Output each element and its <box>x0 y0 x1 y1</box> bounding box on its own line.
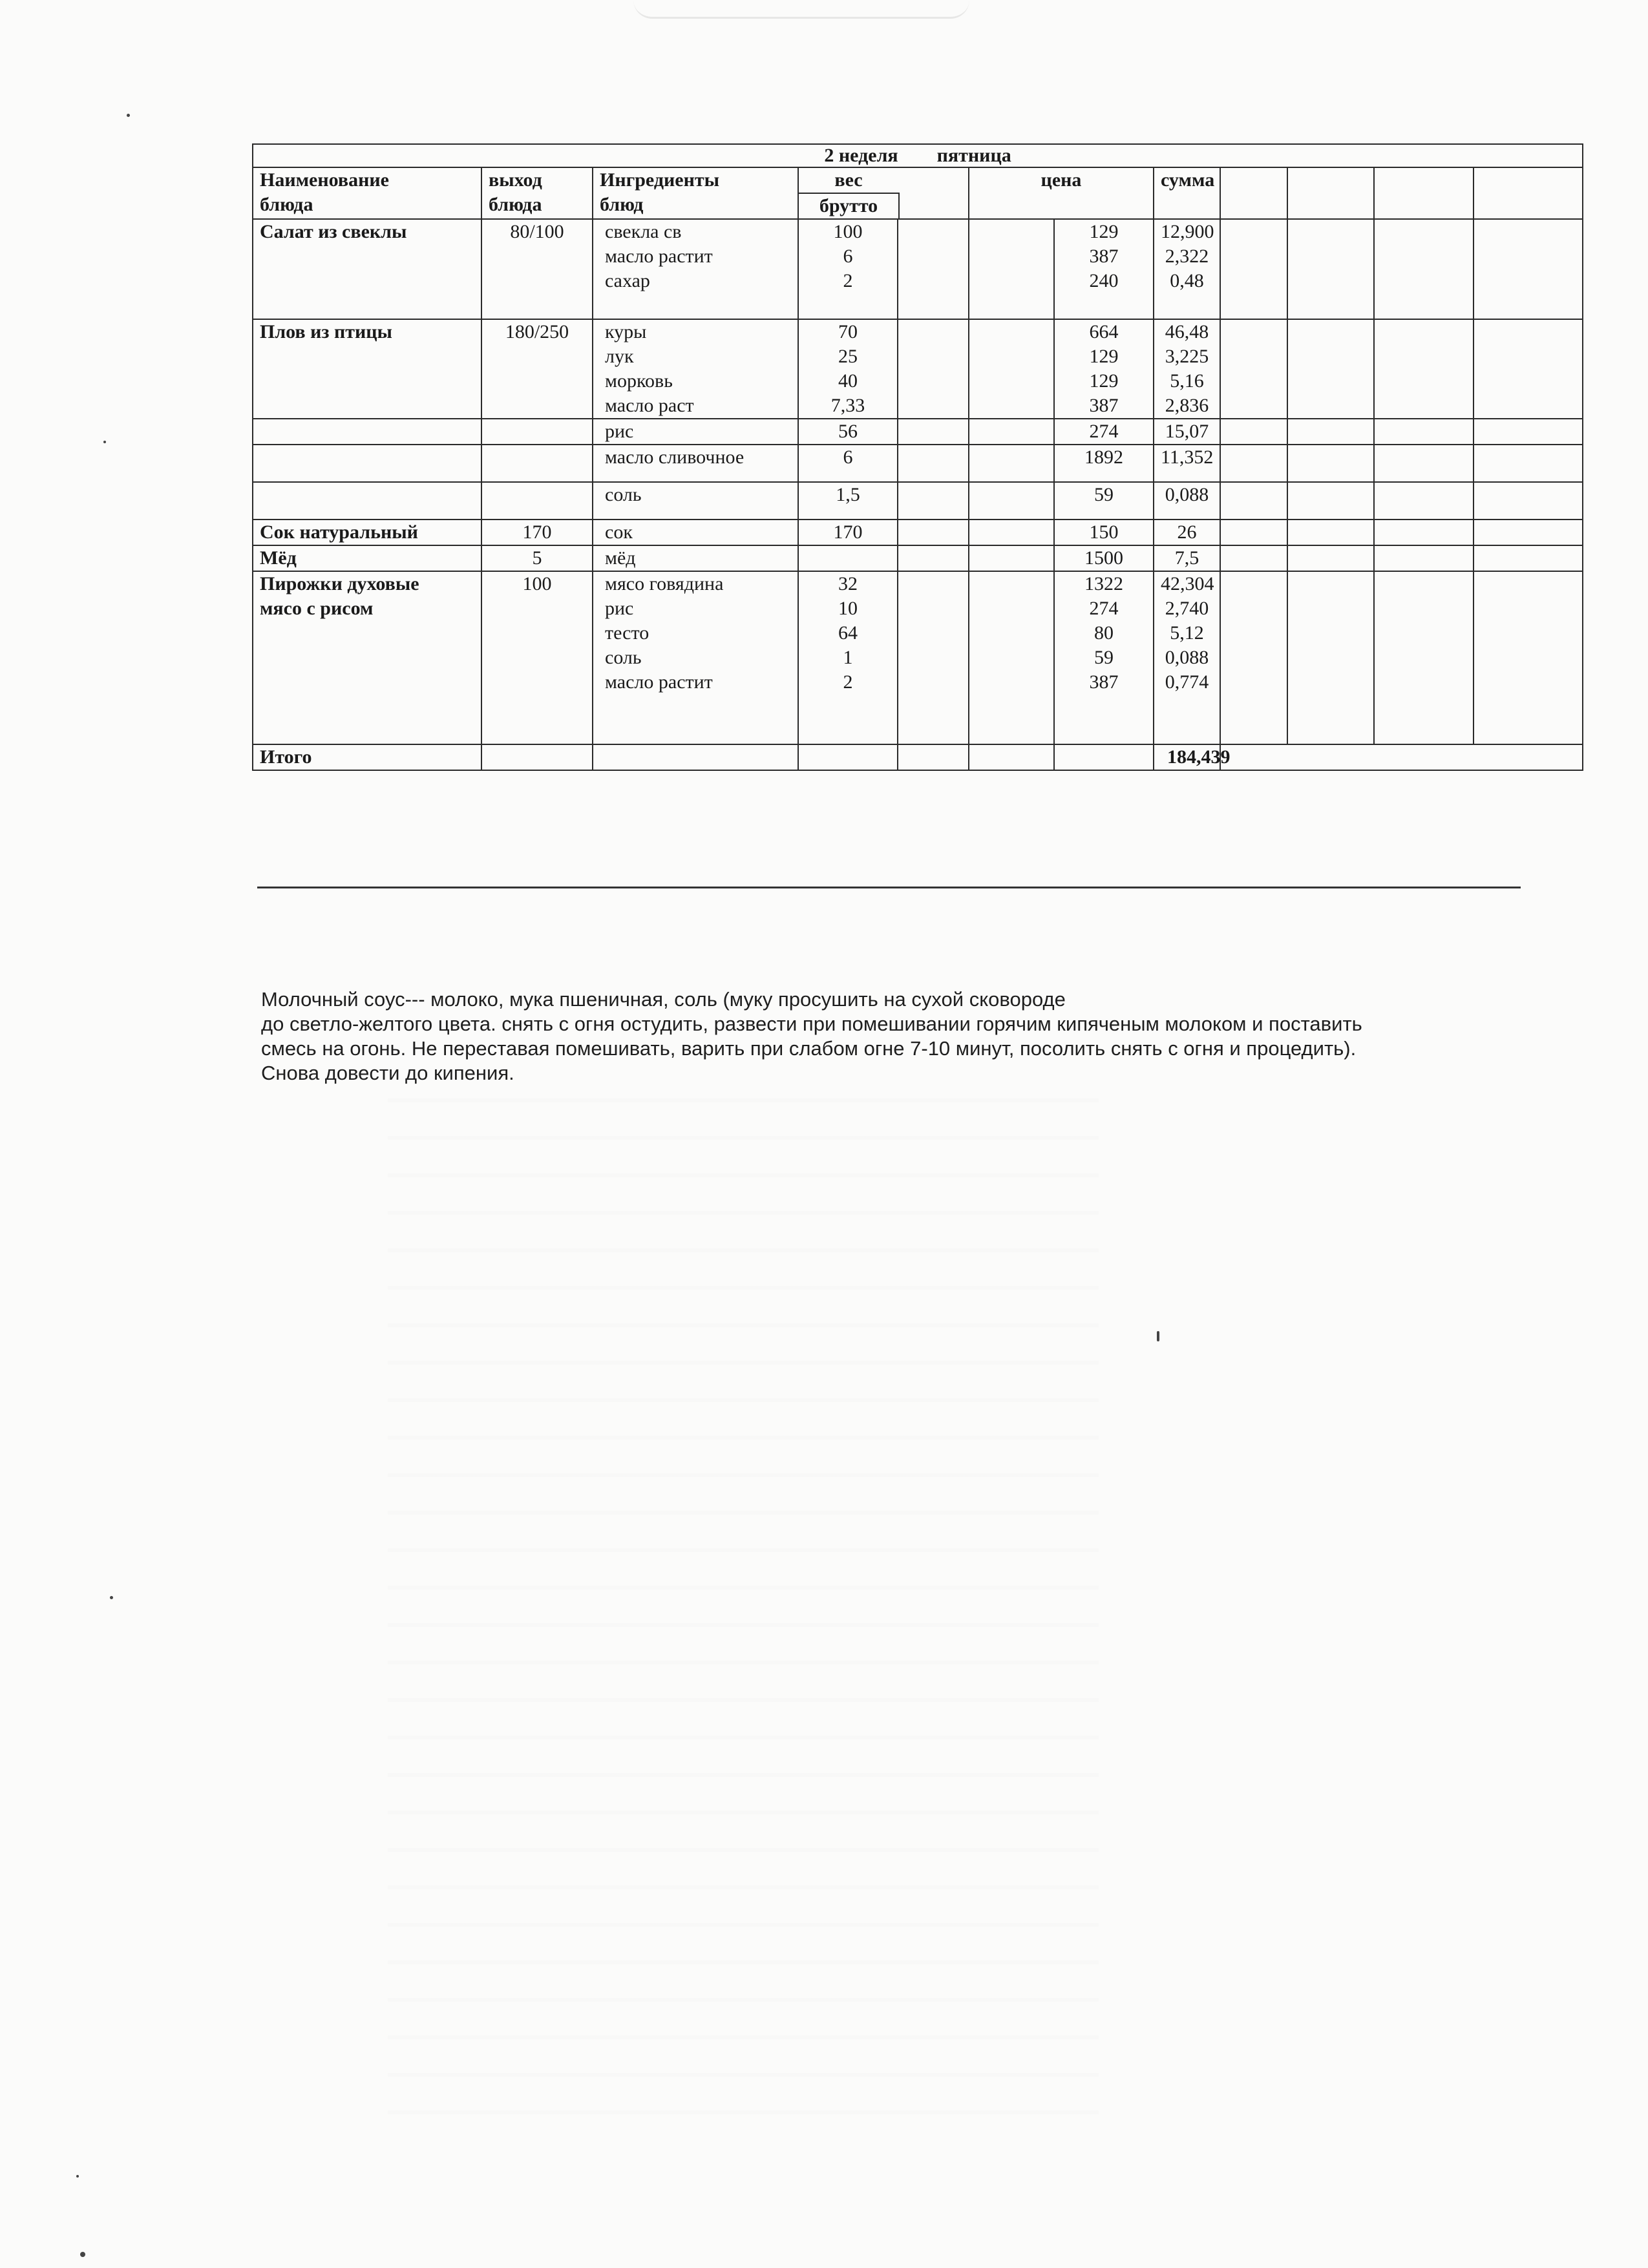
ingredient-weight: 6 <box>843 446 853 468</box>
dish-name: Плов из птицы <box>260 321 392 342</box>
empty-cell <box>1287 219 1374 319</box>
ingredient-sum: 11,352 <box>1161 446 1214 468</box>
ingredient-weight: 1 <box>843 647 853 668</box>
empty-cell <box>1287 482 1374 520</box>
scan-speck <box>103 441 106 443</box>
ingredient-price: 387 <box>1089 246 1119 267</box>
dish-name: Мёд <box>260 547 297 569</box>
weight-cell <box>798 545 898 571</box>
ingredient-price: 150 <box>1089 521 1119 543</box>
price-cell <box>1054 520 1154 545</box>
empty-cell <box>593 744 798 770</box>
ingredient-sum: 46,48 <box>1165 321 1209 342</box>
dish-name-cell <box>253 545 481 571</box>
total-label-cell <box>253 744 481 770</box>
dish-yield-cell <box>481 482 593 520</box>
ingredient-price: 80 <box>1094 622 1114 644</box>
ingredient-name: морковь <box>605 370 673 392</box>
empty-cell <box>898 482 969 520</box>
empty-cell <box>898 744 969 770</box>
scan-speck <box>1157 1331 1159 1341</box>
dish-name: Пирожки духовые мясо с рисом <box>260 573 419 619</box>
empty-cell <box>969 482 1054 520</box>
weight-cell <box>798 520 898 545</box>
total-row <box>253 744 1583 770</box>
dish-name-cell <box>253 571 481 744</box>
sum-cell <box>1154 520 1220 545</box>
dish-name-cell <box>253 419 481 445</box>
ingredient-price: 274 <box>1089 598 1119 619</box>
table-row <box>253 482 1583 520</box>
empty-cell <box>898 545 969 571</box>
ingredient-name: мясо говядина <box>605 573 724 594</box>
header-price: цена <box>969 167 1154 219</box>
price-cell <box>1054 319 1154 419</box>
empty-cell <box>1220 520 1287 545</box>
ingredient-name: свекла св <box>605 221 682 242</box>
ingredients-cell <box>593 545 798 571</box>
empty-cell <box>898 571 969 744</box>
table-row <box>253 445 1583 482</box>
sum-cell <box>1154 319 1220 419</box>
dish-name: Салат из свеклы <box>260 221 407 242</box>
ingredient-sum: 0,48 <box>1170 270 1204 291</box>
ingredient-name: соль <box>605 484 642 505</box>
ingredient-sum: 2,836 <box>1165 395 1209 416</box>
empty-cell <box>898 419 969 445</box>
ingredient-sum: 7,5 <box>1174 547 1199 569</box>
ingredient-weight: 70 <box>838 321 858 342</box>
ingredients-cell <box>593 482 798 520</box>
sum-cell <box>1154 545 1220 571</box>
empty-cell <box>1220 445 1287 482</box>
empty-cell <box>898 319 969 419</box>
ingredient-weight: 100 <box>833 221 863 242</box>
table-row <box>253 520 1583 545</box>
table-row <box>253 319 1583 419</box>
ingredient-weight: 10 <box>838 598 858 619</box>
empty-cell <box>898 219 969 319</box>
empty-cell <box>1287 167 1374 219</box>
sum-cell <box>1154 219 1220 319</box>
empty-cell <box>1220 419 1287 445</box>
ingredient-name: сок <box>605 521 633 543</box>
dish-yield: 180/250 <box>505 321 569 342</box>
ingredient-weight: 2 <box>843 270 853 291</box>
weight-cell <box>798 219 898 319</box>
empty-cell <box>1220 482 1287 520</box>
ingredient-weight: 56 <box>838 421 858 442</box>
dish-yield-cell <box>481 545 593 571</box>
ingredients-cell <box>593 520 798 545</box>
ingredient-sum: 12,900 <box>1161 221 1214 242</box>
empty-cell <box>1374 419 1474 445</box>
ingredient-name: масло раст <box>605 395 694 416</box>
table-row <box>253 545 1583 571</box>
table-row <box>253 219 1583 319</box>
ingredients-cell <box>593 419 798 445</box>
empty-cell <box>1474 219 1583 319</box>
empty-cell <box>1474 571 1583 744</box>
empty-cell <box>969 319 1054 419</box>
ingredient-price: 129 <box>1089 346 1119 367</box>
ingredient-weight: 32 <box>838 573 858 594</box>
empty-cell <box>969 744 1054 770</box>
ingredient-weight: 64 <box>838 622 858 644</box>
sum-cell <box>1154 482 1220 520</box>
dish-yield-cell <box>481 445 593 482</box>
empty-cell <box>1474 482 1583 520</box>
empty-cell <box>1287 545 1374 571</box>
empty-cell <box>969 219 1054 319</box>
empty-cell <box>1474 419 1583 445</box>
ingredient-name: масло сливочное <box>605 446 745 468</box>
empty-cell <box>1374 482 1474 520</box>
empty-cell <box>969 445 1054 482</box>
note-line: Снова довести до кипения. <box>261 1062 514 1084</box>
ingredient-price: 129 <box>1089 221 1119 242</box>
menu-cost-table <box>252 143 1583 771</box>
weight-cell <box>798 319 898 419</box>
empty-cell <box>1474 167 1583 219</box>
ingredient-name: лук <box>605 346 634 367</box>
empty-cell <box>969 419 1054 445</box>
ingredient-name: куры <box>605 321 647 342</box>
dish-yield-cell <box>481 319 593 419</box>
dish-yield: 80/100 <box>510 221 564 242</box>
ingredient-name: масло растит <box>605 246 713 267</box>
weight-cell <box>798 419 898 445</box>
ingredients-cell <box>593 445 798 482</box>
ingredients-cell <box>593 571 798 744</box>
ingredient-sum: 2,322 <box>1165 246 1209 267</box>
header-name: Наименование блюда <box>253 167 481 219</box>
empty-cell <box>1374 445 1474 482</box>
empty-cell <box>898 445 969 482</box>
table-body <box>253 219 1583 770</box>
ingredient-sum: 2,740 <box>1165 598 1209 619</box>
scan-speck <box>110 1596 113 1599</box>
ingredient-sum: 42,304 <box>1161 573 1214 594</box>
ingredient-sum: 3,225 <box>1165 346 1209 367</box>
ingredient-sum: 0,088 <box>1165 484 1209 505</box>
ingredient-sum: 15,07 <box>1165 421 1209 442</box>
ingredient-price: 59 <box>1094 647 1114 668</box>
dish-yield: 170 <box>522 521 552 543</box>
table-row <box>253 571 1583 744</box>
empty-cell <box>969 545 1054 571</box>
price-cell <box>1054 419 1154 445</box>
dish-yield: 100 <box>522 573 552 594</box>
ingredient-sum: 5,16 <box>1170 370 1204 392</box>
empty-cell <box>1220 744 1583 770</box>
header-weight-label: вес <box>834 169 863 191</box>
weight-cell <box>798 445 898 482</box>
ingredient-weight: 6 <box>843 246 853 267</box>
empty-cell <box>1220 167 1287 219</box>
scan-speck <box>127 114 130 117</box>
sum-cell <box>1154 419 1220 445</box>
table-title: 2 неделя пятница <box>253 144 1583 167</box>
dish-yield-cell <box>481 219 593 319</box>
ingredients-cell <box>593 319 798 419</box>
ingredient-price: 387 <box>1089 671 1119 693</box>
empty-cell <box>1220 319 1287 419</box>
ingredient-sum: 0,774 <box>1165 671 1209 693</box>
table-row <box>253 419 1583 445</box>
note-line: до светло-желтого цвета. снять с огня остудить, развести при помешивании горячим кипяченым молоком и поставить <box>261 1013 1362 1035</box>
ingredient-price: 240 <box>1089 270 1119 291</box>
ingredient-price: 664 <box>1089 321 1119 342</box>
ingredient-price: 1500 <box>1084 547 1123 569</box>
header-ingredients: Ингредиенты блюд <box>593 167 798 219</box>
empty-cell <box>1287 520 1374 545</box>
empty-cell <box>1220 219 1287 319</box>
dish-name-cell <box>253 319 481 419</box>
ingredient-price: 274 <box>1089 421 1119 442</box>
ingredient-price: 1322 <box>1084 573 1123 594</box>
dish-name-cell <box>253 219 481 319</box>
empty-cell <box>898 520 969 545</box>
empty-cell <box>1474 319 1583 419</box>
price-cell <box>1054 571 1154 744</box>
ingredient-name: мёд <box>605 547 636 569</box>
ingredient-name: рис <box>605 421 634 442</box>
ingredients-cell <box>593 219 798 319</box>
note-line: Молочный соус--- молоко, мука пшеничная, соль (муку просушить на сухой сковороде <box>261 988 1066 1011</box>
empty-cell <box>798 744 898 770</box>
scan-bleed-through <box>388 1098 1099 2132</box>
ingredient-sum: 0,088 <box>1165 647 1209 668</box>
empty-cell <box>1474 520 1583 545</box>
dish-name-cell <box>253 520 481 545</box>
total-label: Итого <box>260 746 312 768</box>
sauce-recipe-note <box>261 987 1515 1086</box>
empty-cell <box>1474 545 1583 571</box>
empty-cell <box>1287 419 1374 445</box>
header-sum: сумма <box>1154 167 1220 219</box>
separator-line <box>257 887 1521 888</box>
sum-cell <box>1154 571 1220 744</box>
price-cell <box>1054 482 1154 520</box>
total-value-cell <box>1154 744 1231 770</box>
table-title-row <box>253 144 1583 167</box>
weight-cell <box>798 571 898 744</box>
empty-cell <box>1374 520 1474 545</box>
total-value: 184,439 <box>1167 746 1231 768</box>
ingredient-sum: 26 <box>1177 521 1197 543</box>
ingredient-weight: 7,33 <box>830 395 865 416</box>
dish-name: Сок натуральный <box>260 521 418 543</box>
ingredient-weight: 170 <box>833 521 863 543</box>
sum-cell <box>1154 445 1220 482</box>
empty-cell <box>1054 744 1154 770</box>
ingredient-weight: 25 <box>838 346 858 367</box>
empty-cell <box>1374 219 1474 319</box>
ingredient-name: масло растит <box>605 671 713 693</box>
ingredient-sum: 5,12 <box>1170 622 1204 644</box>
ingredient-name: соль <box>605 647 642 668</box>
empty-cell <box>1287 319 1374 419</box>
ingredient-price: 129 <box>1089 370 1119 392</box>
empty-cell <box>1220 545 1287 571</box>
ingredient-name: тесто <box>605 622 650 644</box>
empty-cell <box>969 520 1054 545</box>
price-cell <box>1054 219 1154 319</box>
ingredient-weight: 2 <box>843 671 853 693</box>
empty-cell <box>1220 571 1287 744</box>
ingredient-name: рис <box>605 598 634 619</box>
weight-cell <box>798 482 898 520</box>
ingredient-name: сахар <box>605 270 650 291</box>
empty-cell <box>1374 545 1474 571</box>
price-cell <box>1054 445 1154 482</box>
dish-yield-cell <box>481 571 593 744</box>
empty-cell <box>1374 571 1474 744</box>
dish-name-cell <box>253 445 481 482</box>
table-header-row <box>253 167 1583 219</box>
note-line: смесь на огонь. Не переставая помешивать, варить при слабом огне 7-10 минут, посолить снять с огня и процедить). <box>261 1037 1357 1060</box>
dish-name-cell <box>253 482 481 520</box>
header-yield: выход блюда <box>481 167 593 219</box>
header-weight <box>798 167 969 219</box>
ingredient-price: 387 <box>1089 395 1119 416</box>
ingredient-weight: 40 <box>838 370 858 392</box>
empty-cell <box>1374 319 1474 419</box>
ingredient-price: 59 <box>1094 484 1114 505</box>
dish-yield-cell <box>481 419 593 445</box>
empty-cell <box>1374 167 1474 219</box>
empty-cell <box>1287 571 1374 744</box>
scan-speck <box>76 2175 79 2178</box>
empty-cell <box>1474 445 1583 482</box>
price-cell <box>1054 545 1154 571</box>
empty-cell <box>481 744 593 770</box>
ingredient-price: 1892 <box>1084 446 1123 468</box>
scan-top-mark <box>633 0 969 19</box>
empty-cell <box>969 571 1054 744</box>
empty-cell <box>1287 445 1374 482</box>
dish-yield-cell <box>481 520 593 545</box>
header-weight-sub: брутто <box>799 193 900 218</box>
dish-yield: 5 <box>532 547 542 569</box>
ingredient-weight: 1,5 <box>836 484 860 505</box>
scan-speck <box>80 2252 85 2257</box>
